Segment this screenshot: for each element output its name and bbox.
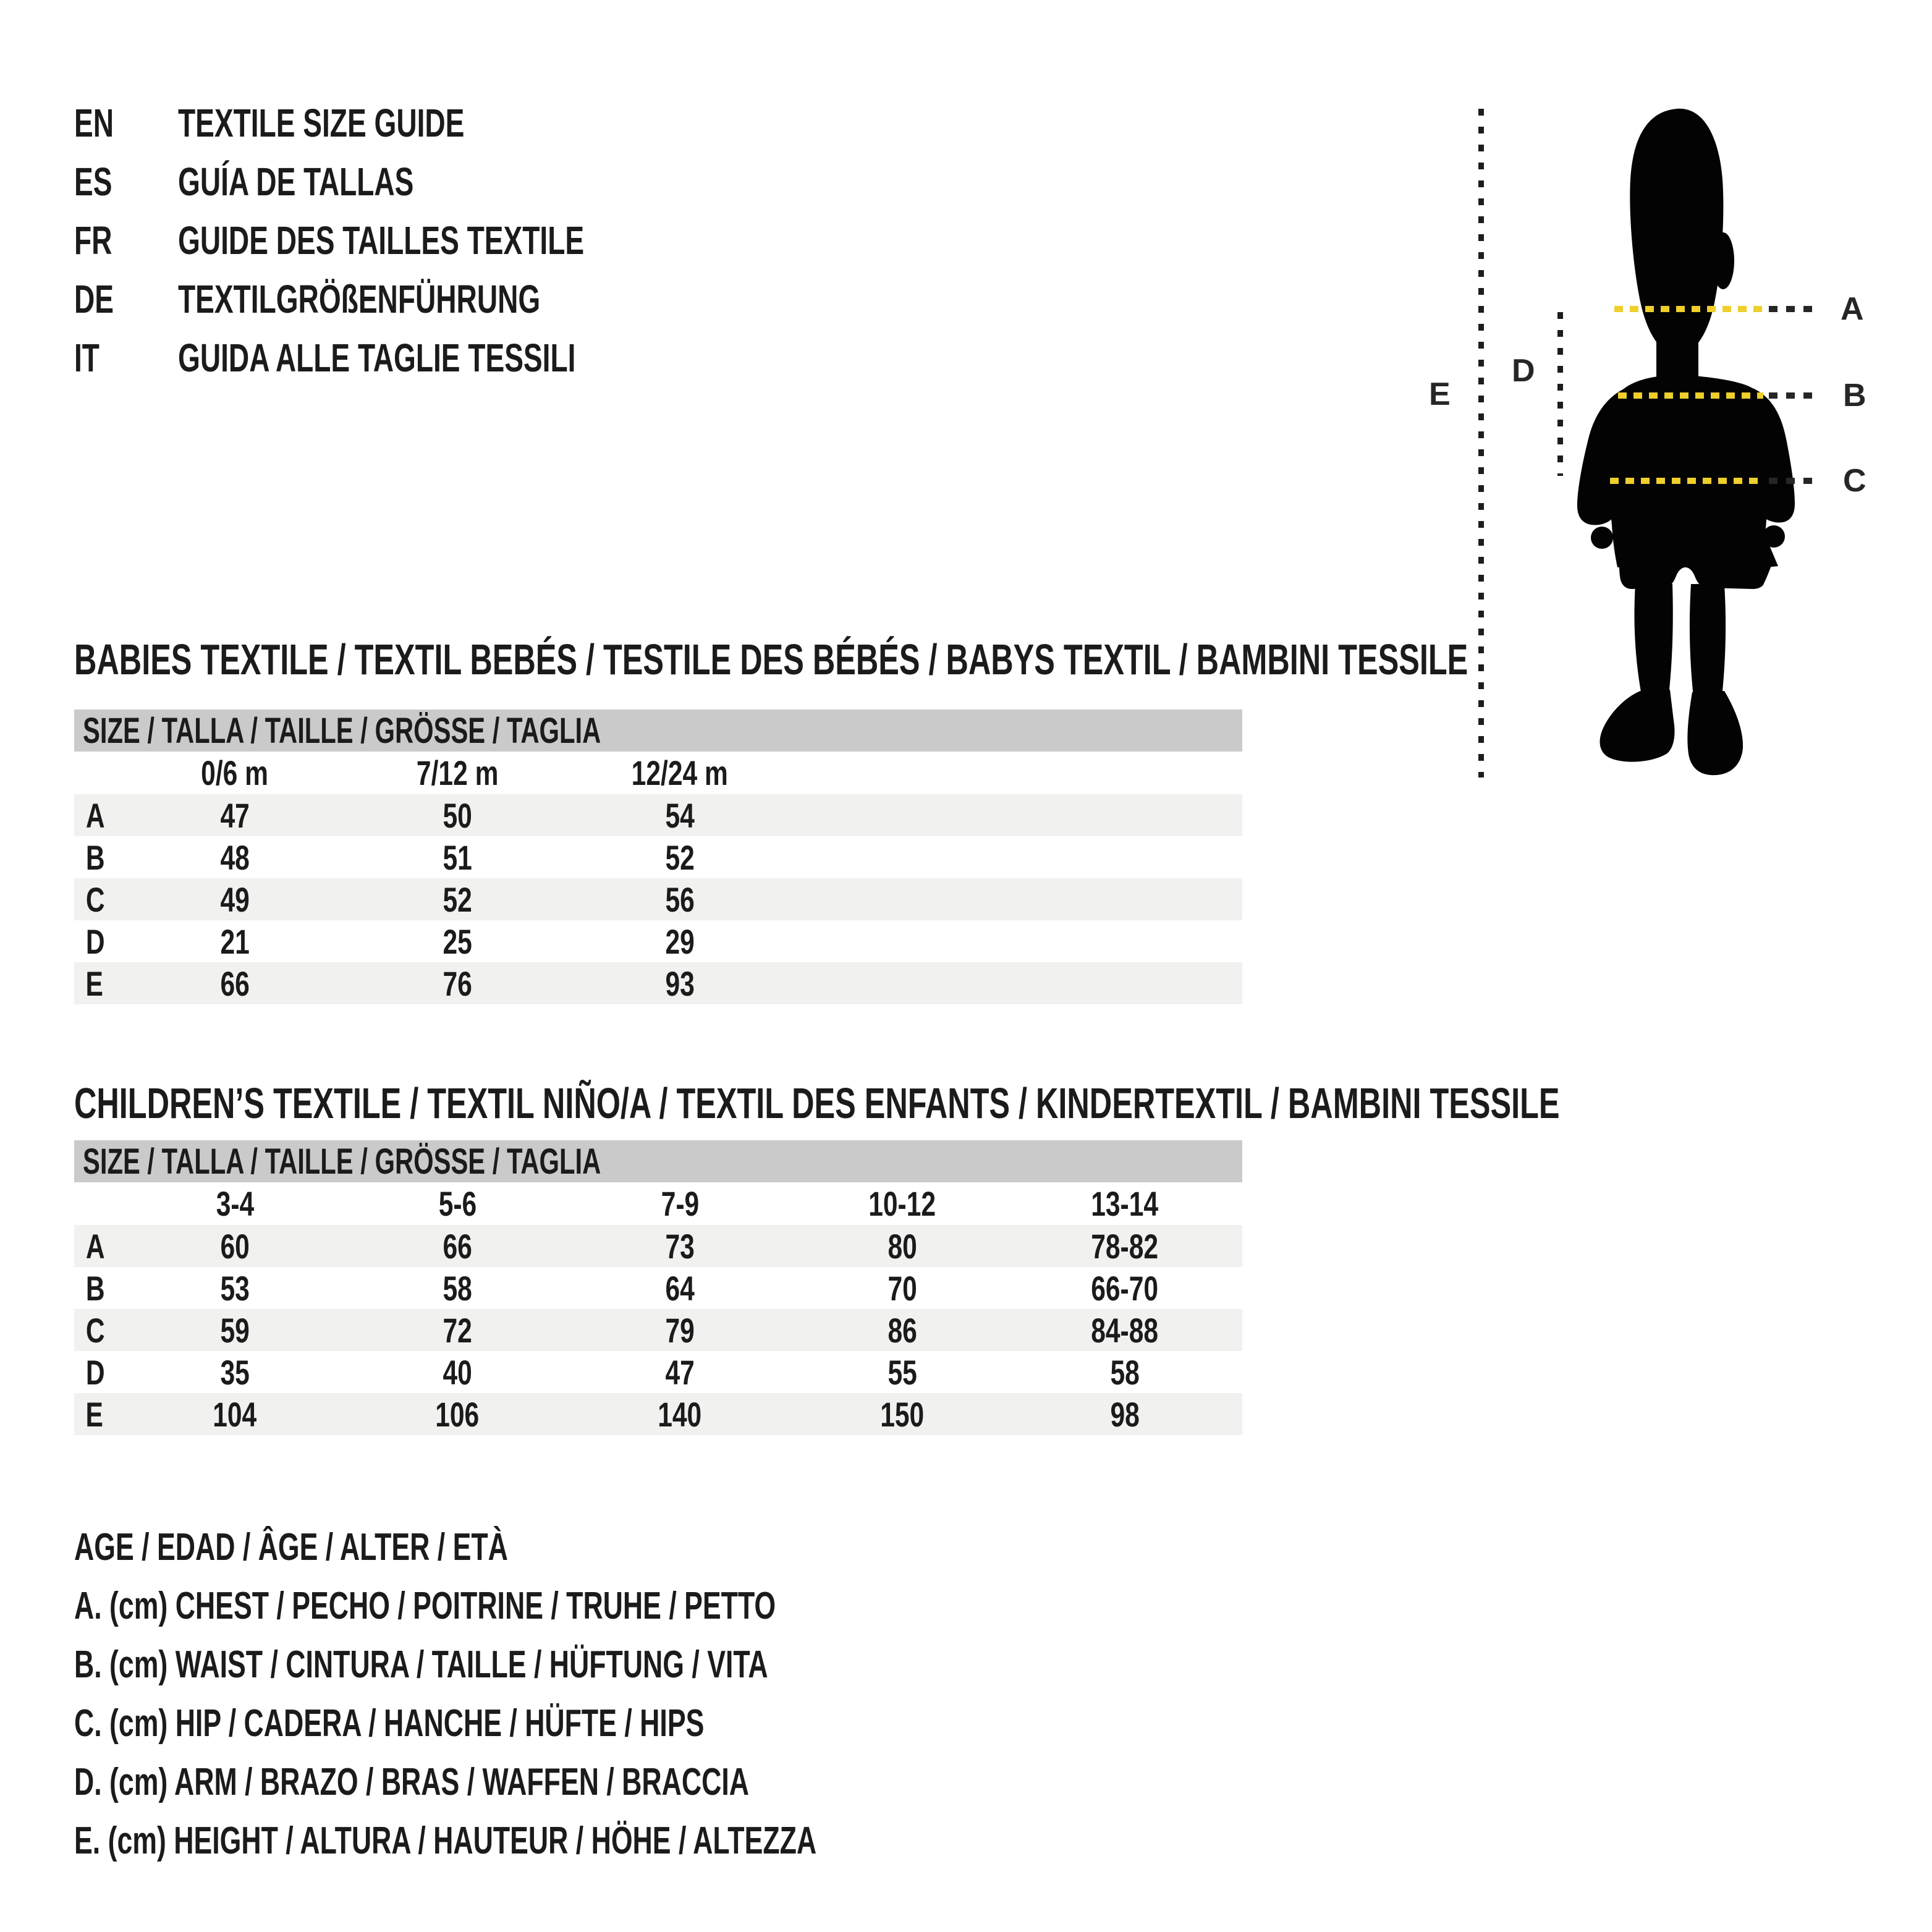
- measurement-legend: [74, 1518, 1105, 1870]
- lang-row-es: [74, 153, 742, 211]
- left-shoe: [1600, 690, 1675, 762]
- children-size-header-bar: [74, 1140, 1242, 1182]
- lang-row-de: [74, 270, 742, 329]
- children-col-3: 10-12: [868, 1184, 936, 1223]
- babies-row-E: E 66 76 93: [74, 962, 1242, 1004]
- children-row-C: C 59 72 79 86 84-88: [74, 1309, 1242, 1351]
- babies-section-title: BABIES TEXTILE / TEXTIL BEBÉS / TESTILE DES BÉBÉS / BABYS TEXTIL / BAMBINI TESSILE: [74, 635, 1468, 684]
- lang-code-de: DE: [74, 277, 114, 321]
- lang-code-it: IT: [74, 336, 100, 380]
- lang-code-es: ES: [74, 159, 112, 204]
- measure-label-C: C: [1843, 463, 1866, 499]
- legend-age: AGE / EDAD / ÂGE / ALTER / ETÀ: [74, 1526, 508, 1569]
- title-de: TEXTILGRÖßENFÜHRUNG: [177, 277, 540, 321]
- children-size-table: [74, 1140, 1242, 1435]
- measure-label-E: E: [1429, 376, 1451, 412]
- babies-row-A: A 47 50 54: [74, 794, 1242, 836]
- hip-line-yellow: [1610, 478, 1765, 484]
- children-row-B: B 53 58 64 70 66-70: [85, 1268, 1159, 1308]
- children-row-A: A 60 66 73 80 78-82: [74, 1225, 1242, 1267]
- title-en: TEXTILE SIZE GUIDE: [177, 101, 465, 145]
- babies-row-B: B 48 51 52: [85, 837, 695, 877]
- left-hand: [1591, 527, 1613, 549]
- babies-size-header-text: SIZE / TALLA / TAILLE / GRÖSSE / TAGLIA: [83, 710, 601, 751]
- chest-line-yellow: [1614, 306, 1765, 312]
- waist-line-yellow: [1618, 392, 1763, 399]
- lang-row-fr: [74, 211, 742, 270]
- babies-col-1: 7/12 m: [416, 753, 499, 792]
- head-shape: [1630, 109, 1723, 356]
- children-col-2: 7-9: [661, 1184, 699, 1223]
- hip-line-dark: [1769, 478, 1821, 484]
- babies-row-D: D 21 25 29: [85, 922, 695, 961]
- title-it: GUIDA ALLE TAGLIE TESSILI: [177, 336, 576, 380]
- children-row-D: D 35 40 47 55 58: [85, 1352, 1140, 1392]
- babies-col-0: 0/6 m: [201, 753, 269, 792]
- left-leg: [1634, 584, 1672, 695]
- babies-size-header-bar: [74, 710, 1242, 752]
- title-fr: GUIDE DES TAILLES TEXTILE: [177, 218, 584, 263]
- children-size-header-text: SIZE / TALLA / TAILLE / GRÖSSE / TAGLIA: [83, 1141, 601, 1182]
- babies-column-header-row: [74, 752, 1242, 794]
- child-silhouette: [1564, 105, 1811, 785]
- waist-line-dark: [1769, 392, 1821, 399]
- legend-waist: B. (cm) WAIST / CINTURA / TAILLE / HÜFTUNG / VITA: [74, 1643, 768, 1686]
- lang-code-fr: FR: [74, 218, 112, 263]
- lang-row-it: [74, 329, 742, 388]
- legend-hip: C. (cm) HIP / CADERA / HANCHE / HÜFTE / HIPS: [74, 1702, 705, 1745]
- shirt-torso: [1609, 375, 1768, 567]
- children-col-4: 13-14: [1091, 1184, 1159, 1223]
- children-column-header-row: [74, 1182, 1242, 1225]
- legend-chest: A. (cm) CHEST / PECHO / POITRINE / TRUHE / PETTO: [74, 1585, 776, 1627]
- language-title-block: [74, 94, 742, 388]
- children-col-0: 3-4: [216, 1184, 254, 1223]
- hair-tuft: [1712, 232, 1734, 289]
- children-row-E: E 104 106 140 150 98: [74, 1393, 1242, 1435]
- measure-label-D: D: [1512, 353, 1535, 389]
- babies-col-2: 12/24 m: [631, 753, 729, 792]
- children-col-1: 5-6: [438, 1184, 477, 1223]
- measure-label-A: A: [1841, 291, 1864, 327]
- lang-code-en: EN: [74, 101, 114, 145]
- title-es: GUÍA DE TALLAS: [177, 159, 414, 204]
- right-hand: [1763, 525, 1785, 548]
- babies-size-table: [74, 710, 1242, 1004]
- legend-height: E. (cm) HEIGHT / ALTURA / HAUTEUR / HÖHE / ALTEZZA: [74, 1820, 817, 1862]
- measure-label-B: B: [1843, 378, 1866, 413]
- chest-line-dark: [1769, 306, 1821, 312]
- legend-arm: D. (cm) ARM / BRAZO / BRAS / WAFFEN / BRACCIA: [74, 1761, 750, 1803]
- right-leg: [1690, 584, 1726, 697]
- children-section-title: CHILDREN’S TEXTILE / TEXTIL NIÑO/A / TEXTIL DES ENFANTS / KINDERTEXTIL / BAMBINI TESSILE: [74, 1079, 1560, 1127]
- babies-row-C: C 49 52 56: [74, 878, 1242, 920]
- arm-measure-line-D: [1557, 312, 1563, 476]
- right-shoe: [1687, 691, 1743, 775]
- lang-row-en: [74, 94, 742, 153]
